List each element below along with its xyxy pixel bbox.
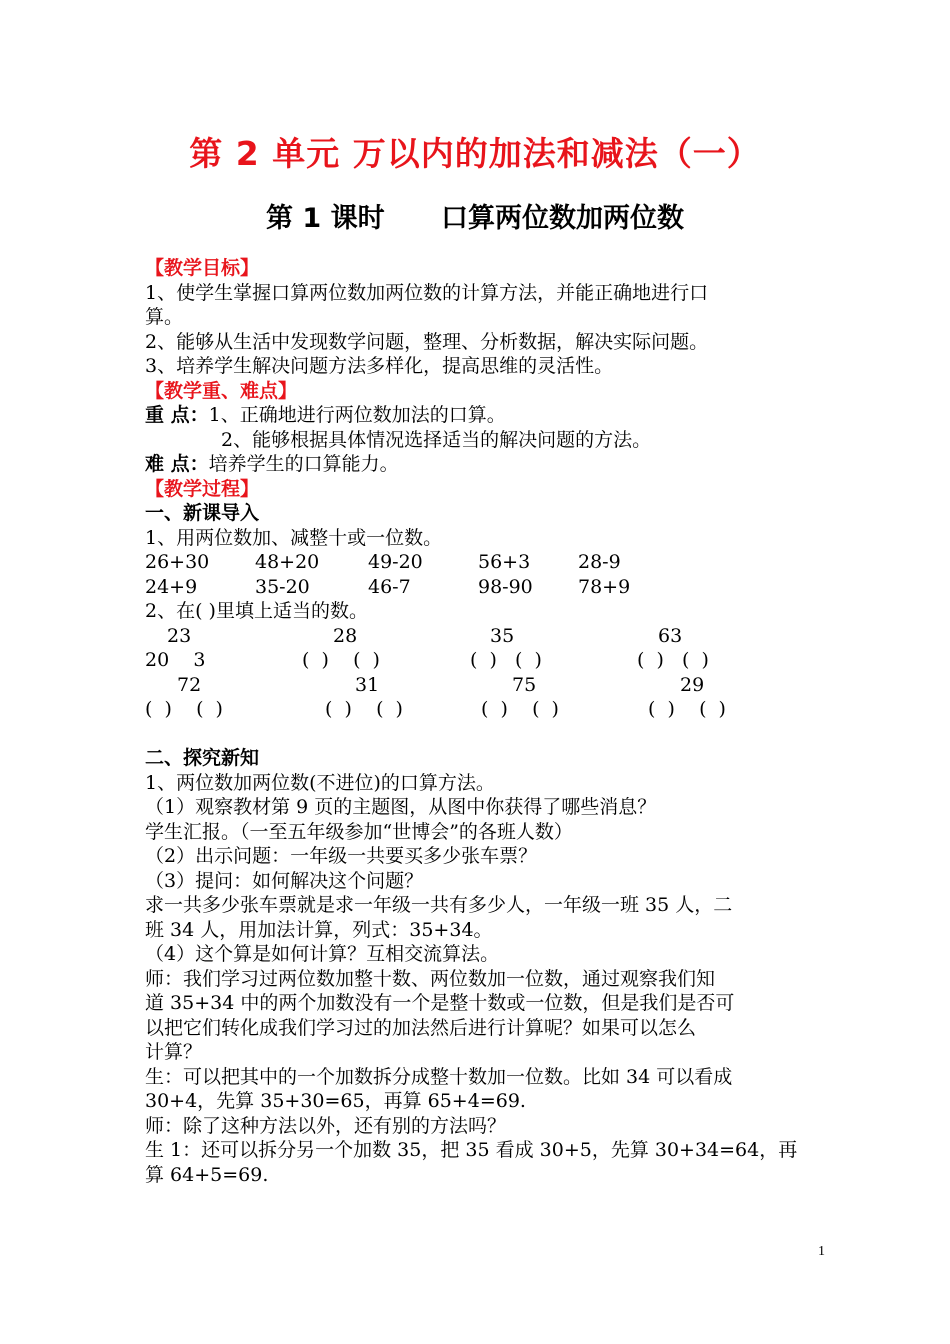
tree-parts: ( ) ( ): [145, 698, 223, 720]
body-line: 师：我们学习过两位数加整十数、两位数加一位数，通过观察我们知: [145, 967, 716, 990]
tree-total: 75: [512, 673, 537, 696]
tree-row-2-totals: [145, 673, 810, 698]
page-title: 第 2 单元 万以内的加法和减法（一）: [189, 134, 761, 173]
lesson-subtitle: 第 1 课时 口算两位数加两位数: [266, 203, 684, 234]
body-line: 30+4，先算 35+30=65，再算 65+4=69.: [145, 1090, 526, 1112]
exercise-row-2: [145, 575, 810, 600]
objectives-heading: 【教学目标】: [145, 257, 260, 279]
blank-line: [145, 722, 810, 747]
tree-parts: ( ) ( ): [302, 649, 380, 671]
body-line: 1、两位数加两位数(不进位)的口算方法。: [145, 771, 495, 794]
exercise-row-1: [145, 550, 810, 575]
key-point-label: 重 点：: [145, 404, 209, 426]
body-line: 道 35+34 中的两个加数没有一个是整十数或一位数，但是我们是否可: [145, 992, 735, 1014]
part1-heading: 一、新课导入: [145, 502, 260, 524]
tree-row-2-parts: [145, 697, 810, 722]
tree-total: 28: [333, 624, 358, 647]
key-point-line: [145, 403, 810, 428]
objective-line: 2、能够从生活中发现数学问题，整理、分析数据，解决实际问题。: [145, 330, 709, 353]
task1-text: 1、用两位数加、减整十或一位数。: [145, 526, 443, 549]
part2-heading: 二、探究新知: [145, 747, 260, 769]
tree-row-1-totals: [145, 624, 810, 649]
body-line: 生 1：还可以拆分另一个加数 35，把 35 看成 30+5，先算 30+34=64，再: [145, 1139, 798, 1161]
objective-line: 算。: [145, 306, 184, 328]
exercise-item: 24+9: [145, 575, 198, 598]
task2-text: 2、在( )里填上适当的数。: [145, 600, 368, 622]
tree-parts: ( ) ( ): [325, 698, 403, 720]
tree-parts: 20 3: [145, 649, 206, 671]
tree-total: 29: [680, 673, 705, 696]
exercise-item: 56+3: [478, 551, 531, 573]
exercise-item: 49-20: [368, 551, 423, 573]
body-line: 算 64+5=69.: [145, 1163, 269, 1186]
key-point-2: 2、能够根据具体情况选择适当的解决问题的方法。: [221, 428, 652, 451]
body-line: （4）这个算是如何计算？互相交流算法。: [145, 943, 500, 965]
body-line: 计算？: [145, 1041, 203, 1063]
tree-total: 63: [658, 624, 683, 647]
difficulty-line: [145, 452, 810, 477]
tree-total: 35: [490, 624, 515, 647]
lesson-content: [145, 256, 810, 1187]
tree-row-1-parts: [145, 648, 810, 673]
body-line: 学生汇报。（一至五年级参加“世博会”的各班人数）: [145, 820, 573, 843]
exercise-item: 78+9: [578, 575, 631, 598]
keypoints-heading: 【教学重、难点】: [145, 379, 298, 402]
body-line: 以把它们转化成我们学习过的加法然后进行计算呢？如果可以怎么: [145, 1016, 697, 1039]
exercise-item: 48+20: [255, 551, 320, 573]
tree-parts: ( ) ( ): [648, 698, 726, 720]
page-number: 1: [818, 1244, 825, 1259]
exercise-item: 98-90: [478, 575, 533, 598]
difficulty-text: 培养学生的口算能力。: [208, 453, 399, 475]
key-point-1: 1、正确地进行两位数加法的口算。: [208, 404, 506, 426]
tree-total: 23: [167, 624, 192, 647]
body-line: 求一共多少张车票就是求一年级一共有多少人，一年级一班 35 人，二: [145, 894, 733, 916]
body-line: 生：可以把其中的一个加数拆分成整十数加一位数。比如 34 可以看成: [145, 1065, 733, 1088]
exercise-item: 28-9: [578, 551, 621, 573]
tree-total: 72: [177, 673, 202, 696]
body-line: （1）观察教材第 9 页的主题图，从图中你获得了哪些消息？: [145, 796, 657, 818]
objective-line: 1、使学生掌握口算两位数加两位数的计算方法，并能正确地进行口: [145, 281, 709, 304]
body-line: 班 34 人，用加法计算，列式：35+34。: [145, 918, 493, 941]
tree-parts: ( ) ( ): [481, 698, 559, 720]
exercise-item: 46-7: [368, 575, 411, 598]
tree-total: 31: [355, 673, 380, 696]
body-line: （3）提问：如何解决这个问题？: [145, 869, 424, 892]
body-line: （2）出示问题：一年级一共要买多少张车票？: [145, 845, 538, 867]
objective-line: 3、培养学生解决问题方法多样化，提高思维的灵活性。: [145, 355, 614, 377]
process-heading: 【教学过程】: [145, 477, 260, 500]
difficulty-label: 难 点：: [145, 453, 209, 475]
tree-parts: ( ) ( ): [637, 649, 709, 671]
exercise-item: 26+30: [145, 551, 210, 573]
exercise-item: 35-20: [255, 575, 310, 598]
body-line: 师：除了这种方法以外，还有别的方法吗？: [145, 1114, 507, 1137]
tree-parts: ( ) ( ): [470, 649, 542, 671]
